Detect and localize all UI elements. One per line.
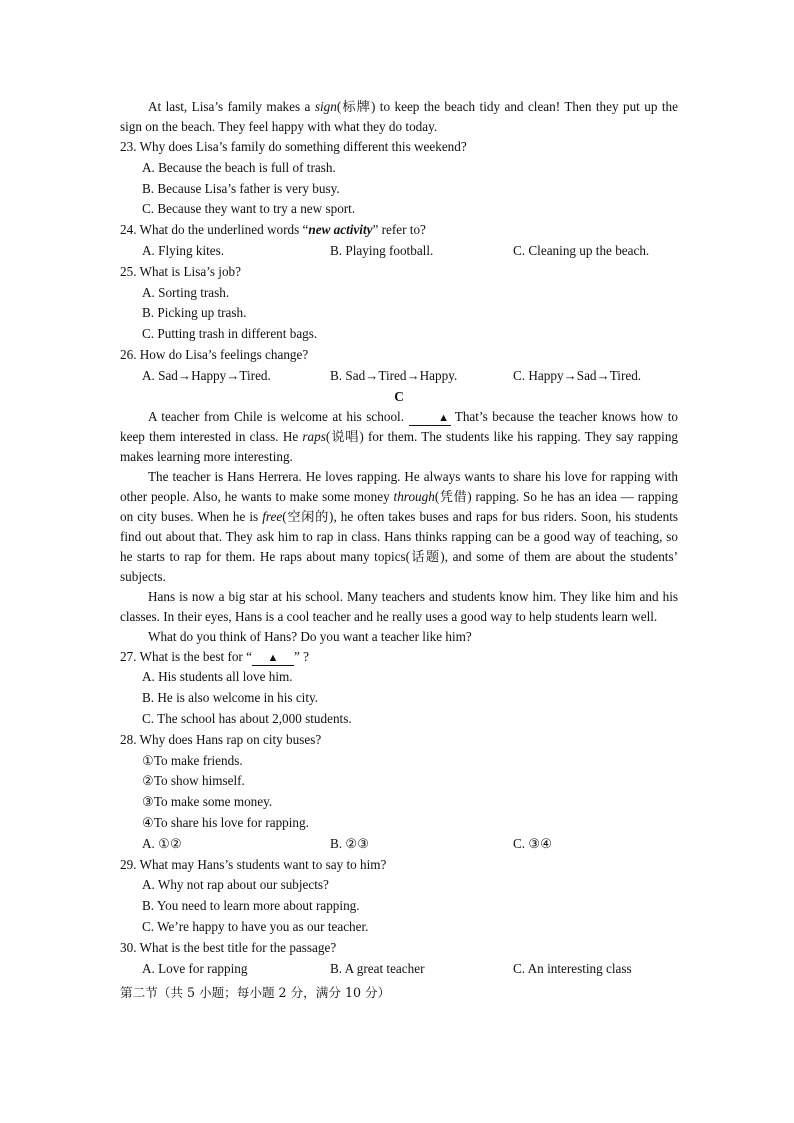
option-25b: B. Picking up trash. (142, 305, 247, 321)
item-28-3: ③To make some money. (142, 794, 273, 810)
options-24 (120, 241, 678, 262)
part-two-heading: 第二节（共 5 小题；每小题 2 分，满分 10 分） (120, 985, 391, 1001)
question-30-stem: 30. What is the best title for the passage? (120, 939, 337, 955)
text-run: A teacher from Chile is welcome at his school. (148, 408, 409, 424)
option-29a: A. Why not rap about our subjects? (142, 877, 329, 893)
option-30a: A. Love for rapping (142, 960, 248, 976)
option-27c: C. The school has about 2,000 students. (142, 710, 352, 726)
item-28-4: ④To share his love for rapping. (142, 814, 309, 830)
option-29c: C. We’re happy to have you as our teacher. (142, 918, 369, 934)
option-23a: A. Because the beach is full of trash. (142, 159, 336, 175)
option-26a: A. Sad→Happy→Tired. (142, 367, 271, 383)
question-27-stem (120, 647, 678, 668)
option-26c: C. Happy→Sad→Tired. (513, 367, 642, 383)
item-28-1: ①To make friends. (142, 752, 243, 768)
text-run: (空闲的), he often takes buses and raps for bus riders. Soon, his students find out about that. They ask him to rap in class. Hans thinks rapping can be a good way of teaching, so he starts to rap for them. He raps about many topics(话题), and some of them are about the students’ subjects. (120, 508, 678, 584)
text-run: That’s because the teacher knows how to keep them interested in class. He (120, 408, 678, 444)
question-29-stem: 29. What may Hans’s students want to say to him? (120, 856, 387, 872)
triangle-icon: ▲ (438, 411, 449, 424)
item-28-2: ②To show himself. (142, 773, 245, 789)
question-23-stem: 23. Why does Lisa’s family do something different this weekend? (120, 139, 467, 154)
passage-c-paragraph-1 (120, 407, 678, 467)
options-30 (120, 959, 678, 980)
option-24b: B. Playing football. (330, 242, 434, 258)
question-24-stem (120, 220, 678, 241)
text-run: (标牌) to keep the beach tidy and clean! Then they put up the sign on the beach. They feel happy with what they do today. (120, 99, 678, 134)
passage-c-paragraph-2 (120, 467, 678, 587)
text-run: The teacher is Hans Herrera. He loves rapping. He always wants to share his love for rapping with other people. Also, he wants to make some money (120, 468, 678, 504)
text-run: (说唱) for them. The students like his rapping. They say rapping makes learning more interesting. (120, 428, 679, 464)
question-28-stem: 28. Why does Hans rap on city buses? (120, 731, 322, 747)
question-25-stem: 25. What is Lisa’s job? (120, 263, 241, 279)
option-29b: B. You need to learn more about rapping. (142, 898, 360, 914)
option-28c: C. ③④ (513, 835, 553, 851)
closing-paragraph (120, 97, 678, 137)
option-23c: C. Because they want to try a new sport. (142, 201, 356, 217)
text-run: 27. What is the best for “ (120, 648, 252, 664)
options-26 (120, 366, 678, 387)
italic-word: sign (314, 99, 337, 114)
answer-blank (252, 650, 294, 666)
text-run: 24. What do the underlined words “ (120, 222, 309, 238)
italic-word: through (393, 488, 435, 504)
option-30b: B. A great teacher (330, 960, 425, 976)
passage-c-paragraph-4: What do you think of Hans? Do you want a teacher like him? (148, 628, 472, 644)
text-run: ” refer to? (372, 222, 426, 238)
text-run: At last, Lisa’s family makes a (148, 99, 315, 114)
text-run: ” ? (293, 648, 309, 664)
option-26b: B. Sad→Tired→Happy. (330, 367, 458, 383)
exam-page (120, 97, 678, 1004)
options-28 (120, 834, 678, 855)
triangle-icon: ▲ (267, 651, 279, 664)
option-25c: C. Putting trash in different bags. (142, 326, 318, 342)
option-23b: B. Because Lisa’s father is very busy. (142, 180, 340, 196)
option-30c: C. An interesting class (513, 960, 632, 976)
option-28a: A. ①② (142, 835, 182, 851)
text-run: (凭借) rapping. So he has an idea — rapping on city buses. When he is (120, 488, 678, 524)
italic-word: raps (302, 428, 326, 444)
option-27a: A. His students all love him. (142, 669, 293, 685)
answer-blank (409, 410, 451, 426)
passage-c-paragraph-3: Hans is now a big star at his school. Many teachers and students know him. They like him and his classes. In their eyes, Hans is a cool teacher and he really uses a good way to help students learn well. (120, 588, 678, 624)
option-25a: A. Sorting trash. (142, 284, 230, 300)
italic-word: free (262, 508, 283, 524)
section-c-heading: C (394, 388, 404, 404)
option-24a: A. Flying kites. (142, 242, 225, 258)
question-26-stem: 26. How do Lisa’s feelings change? (120, 346, 309, 362)
option-27b: B. He is also welcome in his city. (142, 690, 319, 706)
option-28b: B. ②③ (330, 835, 370, 851)
option-24c: C. Cleaning up the beach. (513, 242, 650, 258)
underlined-phrase: new activity (308, 222, 373, 238)
